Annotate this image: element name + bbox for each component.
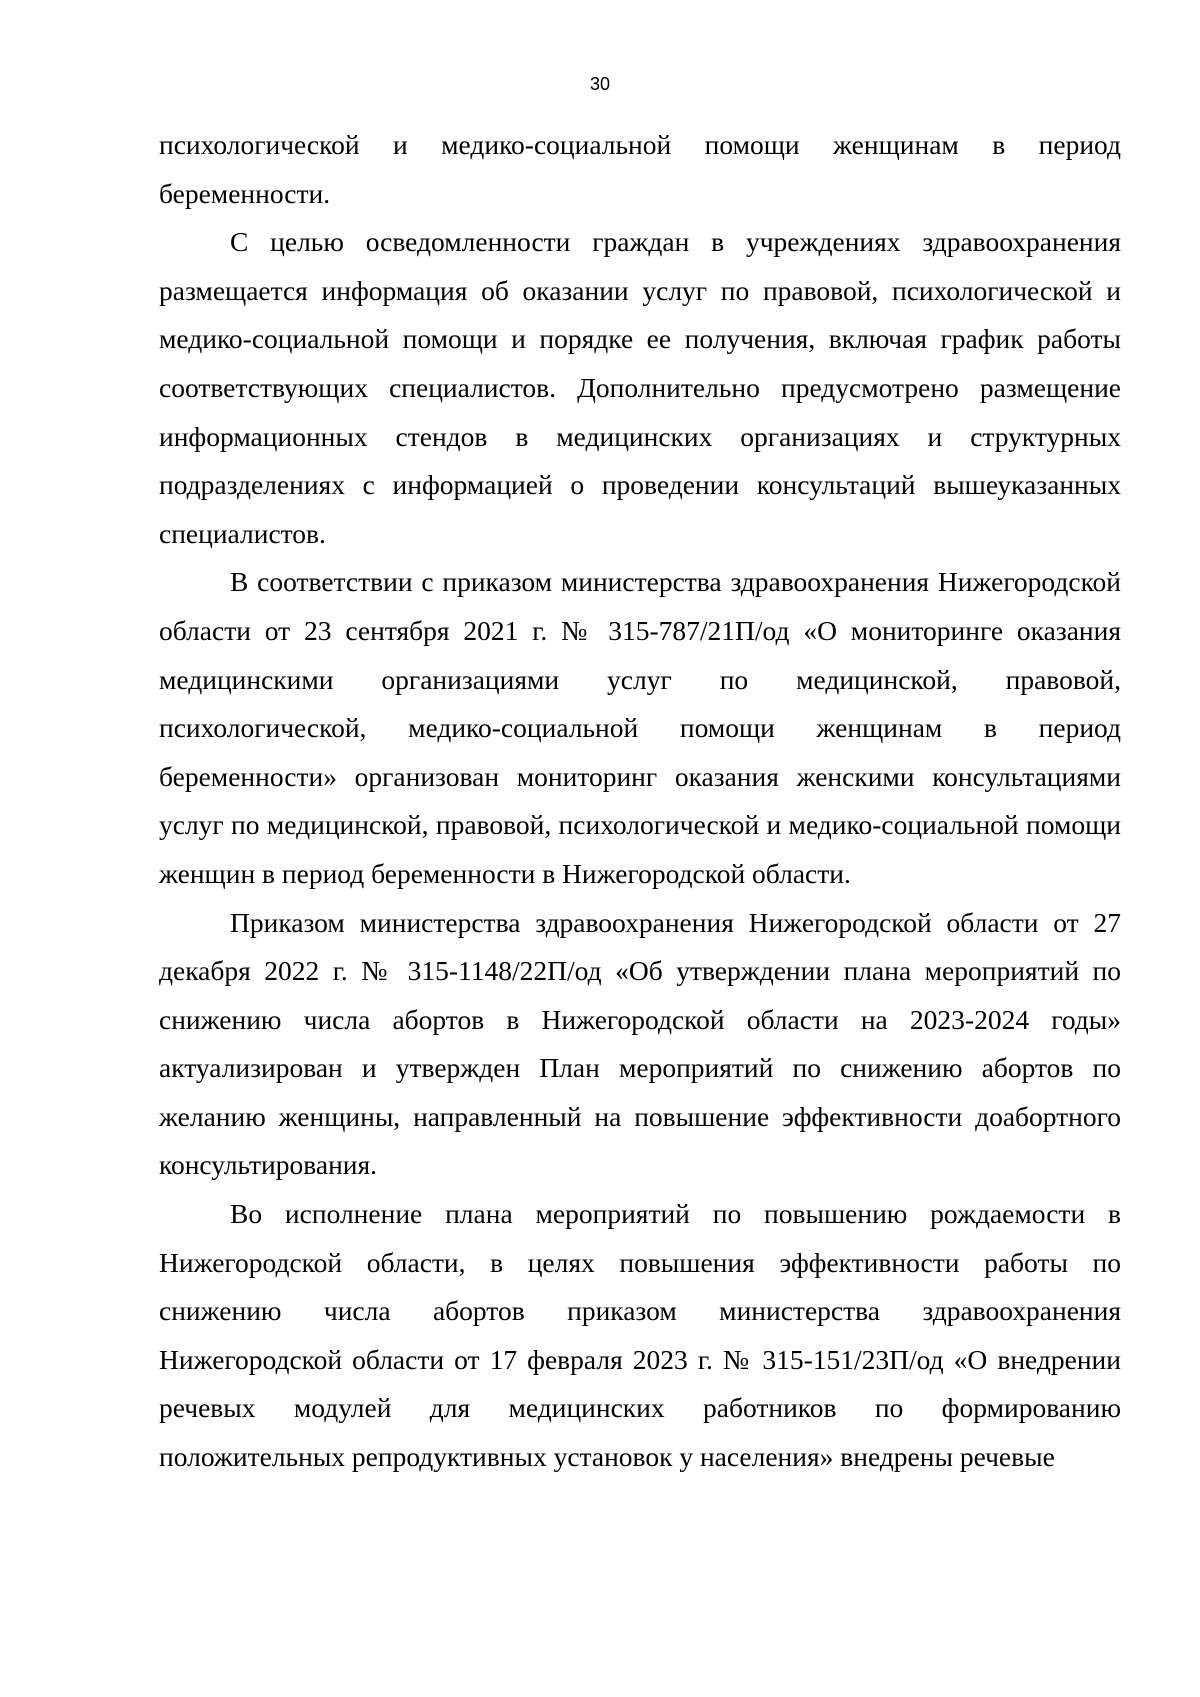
paragraph-abortion-reduction-plan: Приказом министерства здравоохранения Нижегородской области от 27 декабря 2022 г. № 315-1148/22П/од «Об утверждении плана мероприятий по снижению числа абортов в Нижегородской области на 2023-2024 годы» актуализирован и утвержден План мероприятий по снижению абортов по желанию женщины, направленный на повышение эффективности доабортного консультирования.: [159, 906, 1121, 1181]
page-number: 30: [589, 74, 611, 94]
paragraph-speech-modules: Во исполнение плана мероприятий по повышению рождаемости в Нижегородской области, в целях повышения эффективности работы по снижению числа абортов приказом министерства здравоохранения Нижегородской области от 17 февраля 2023 г. № 315-151/23П/од «О внедрении речевых модулей для медицинских работников по формированию положительных репродуктивных установок у населения» внедрены речевые: [159, 1198, 1121, 1473]
paragraph-information-placement: С целью осведомленности граждан в учреждениях здравоохранения размещается информация об оказании услуг по правовой, психологической и медико-социальной помощи и порядке ее получения, включая график работы соответствующих специалистов. Дополнительно предусмотрено размещение информационных стендов в медицинских организациях и структурных подразделениях с информацией о проведении консультаций вышеуказанных специалистов.: [159, 226, 1121, 549]
paragraph-continuation: психологической и медико-социальной помощи женщинам в период беременности.: [159, 129, 1121, 209]
document-body: [159, 121, 1121, 1482]
paragraph-monitoring-order: В соответствии с приказом министерства здравоохранения Нижегородской области от 23 сентября 2021 г. № 315-787/21П/од «О мониторинге оказания медицинскими организациями услуг по медицинской, правовой, психологической, медико-социальной помощи женщинам в период беременности» организован мониторинг оказания женскими консультациями услуг по медицинской, правовой, психологической и медико-социальной помощи женщин в период беременности в Нижегородской области.: [159, 566, 1121, 889]
